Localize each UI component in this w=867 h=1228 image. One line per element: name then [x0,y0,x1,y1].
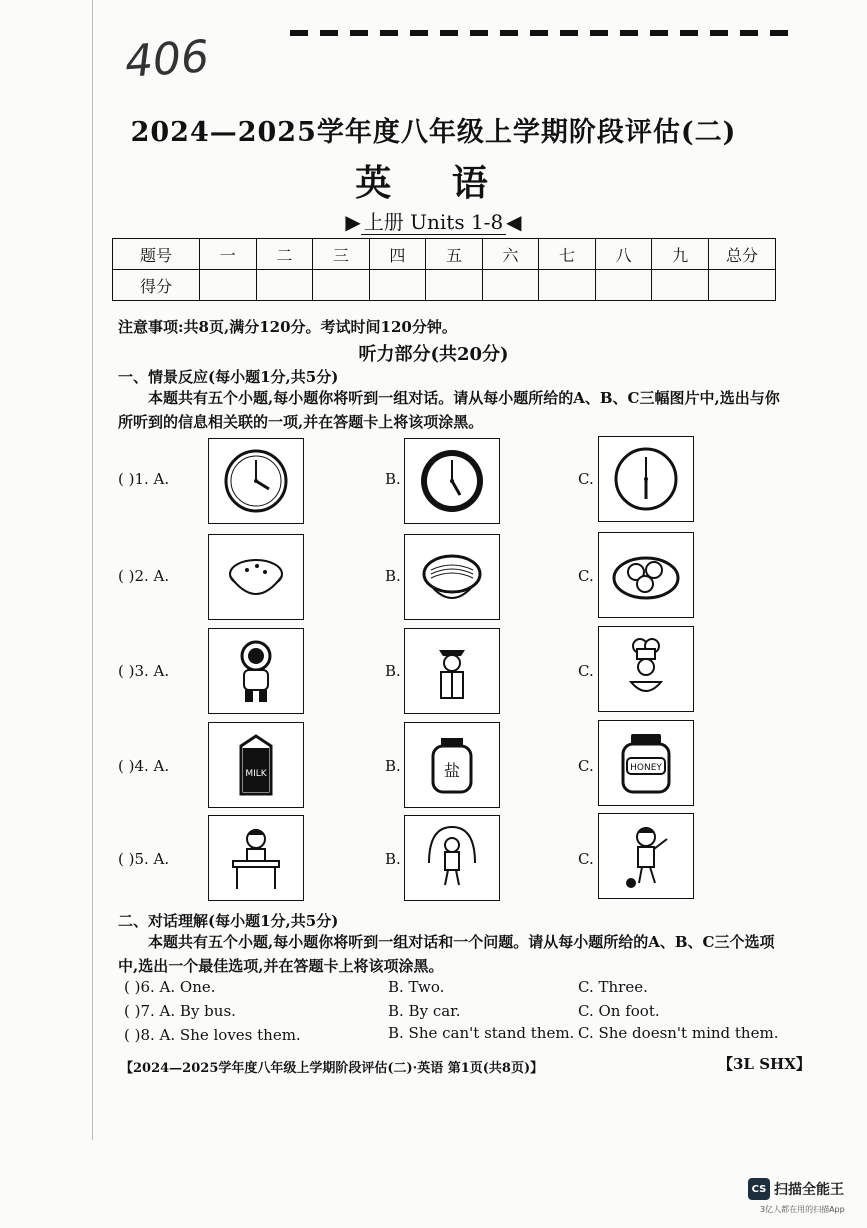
score-cell: 一 [200,239,257,270]
q5-option-a[interactable] [208,815,304,901]
salt-jar-icon [415,730,489,800]
score-cell: 七 [539,239,596,270]
score-row-label: 得分 [113,270,200,301]
option-c-label: C. [578,567,594,585]
q3-option-c[interactable] [598,626,694,712]
question-6-option-a: ( )6. A. One. [124,978,216,996]
scanner-logo-icon: CS [748,1178,770,1200]
score-blank[interactable] [709,270,776,301]
option-b-label: B. [385,470,401,488]
scanner-watermark [748,1178,844,1200]
milk-carton-icon [219,730,293,800]
units-label: 上册 Units 1-8 [361,210,506,235]
score-cell: 二 [256,239,313,270]
score-blank[interactable] [200,270,257,301]
score-blank[interactable] [256,270,313,301]
chef-icon [609,634,683,704]
score-blank[interactable] [652,270,709,301]
question-8-option-c: C. She doesn't mind them. [578,1024,779,1042]
astronaut-icon [219,636,293,706]
q5-option-c[interactable] [598,813,694,899]
question-5-label: ( )5. A. [118,850,170,868]
question-7-option-a: ( )7. A. By bus. [124,1002,236,1020]
section1-instruction: 本题共有五个小题,每小题你将听到一组对话。请从每小题所给的A、B、C三幅图片中,选出与你所听到的信息相关联的一项,并在答题卡上将该项涂黑。 [118,389,780,431]
q1-option-c[interactable] [598,436,694,522]
score-table-header-row [113,239,776,270]
exam-code: 【3L SHX】 [718,1055,811,1073]
police-officer-icon [415,636,489,706]
score-cell: 三 [313,239,370,270]
option-b-label: B. [385,850,401,868]
score-cell: 总分 [709,239,776,270]
q2-option-b[interactable] [404,534,500,620]
q3-option-a[interactable] [208,628,304,714]
soccer-boy-icon [609,821,683,891]
units-range: ▶ 上册 Units 1-8 ◀ [345,210,522,234]
option-b-label: B. [385,757,401,775]
q1-option-a[interactable] [208,438,304,524]
handwritten-number: 406 [123,31,211,88]
score-blank[interactable] [369,270,426,301]
score-blank[interactable] [482,270,539,301]
question-7-option-c: C. On foot. [578,1002,660,1020]
q2-option-c[interactable] [598,532,694,618]
section2-title: 二、对话理解(每小题1分,共5分) [118,912,339,930]
score-blank[interactable] [595,270,652,301]
score-cell: 八 [595,239,652,270]
option-c-label: C. [578,850,594,868]
score-cell: 五 [426,239,483,270]
page-footer: 【2024—2025学年度八年级上学期阶段评估(二)·英语 第1页(共8页)】 [120,1061,544,1076]
score-blank[interactable] [313,270,370,301]
notice: 注意事项:共8页,满分120分。考试时间120分钟。 [118,318,457,336]
q5-option-b[interactable] [404,815,500,901]
q4-option-c[interactable] [598,720,694,806]
score-blank[interactable] [539,270,596,301]
option-b-label: B. [385,662,401,680]
question-6-option-c: C. Three. [578,978,648,996]
section2-instruction: 本题共有五个小题,每小题你将听到一组对话和一个问题。请从每小题所给的A、B、C三个选项中,选出一个最佳选项,并在答题卡上将该项涂黑。 [118,933,775,975]
q4-option-b[interactable] [404,722,500,808]
question-7-option-b: B. By car. [388,1002,461,1020]
exam-subject: 英 语 [355,162,512,204]
score-cell: 题号 [113,239,200,270]
scanner-name: 扫描全能王 [774,1182,844,1198]
score-cell: 六 [482,239,539,270]
clock-4-icon [219,446,293,516]
q3-option-b[interactable] [404,628,500,714]
listening-title: 听力部分(共20分) [358,344,509,365]
scanner-tagline: 3亿人都在用的扫描App [760,1205,845,1214]
honey-jar-icon [609,728,683,798]
option-c-label: C. [578,470,594,488]
question-6-option-b: B. Two. [388,978,445,996]
noodles-bowl-icon [415,542,489,612]
question-1-label: ( )1. A. [118,470,170,488]
question-2-label: ( )2. A. [118,567,170,585]
question-4-label: ( )4. A. [118,757,170,775]
honey-text: HONEY [630,763,662,773]
option-c-label: C. [578,757,594,775]
q1-option-b[interactable] [404,438,500,524]
q4-option-a[interactable] [208,722,304,808]
dumplings-plate-icon [609,540,683,610]
salt-char: 盐 [443,761,461,780]
top-dashed-line [290,30,790,36]
clock-6-icon [609,444,683,514]
reading-boy-icon [219,823,293,893]
rice-bowl-icon [219,542,293,612]
section1-title: 一、情景反应(每小题1分,共5分) [118,368,339,386]
question-3-label: ( )3. A. [118,662,170,680]
score-table [112,238,776,301]
score-cell: 四 [369,239,426,270]
exam-title: 2024—2025学年度八年级上学期阶段评估(二) [130,117,737,148]
q2-option-a[interactable] [208,534,304,620]
jump-rope-girl-icon [415,823,489,893]
question-8-option-a: ( )8. A. She loves them. [124,1026,301,1044]
score-cell: 九 [652,239,709,270]
option-c-label: C. [578,662,594,680]
score-blank[interactable] [426,270,483,301]
option-b-label: B. [385,567,401,585]
question-8-option-b: B. She can't stand them. [388,1024,575,1042]
clock-5-icon [415,446,489,516]
score-table-score-row [113,270,776,301]
milk-text: MILK [245,769,267,779]
